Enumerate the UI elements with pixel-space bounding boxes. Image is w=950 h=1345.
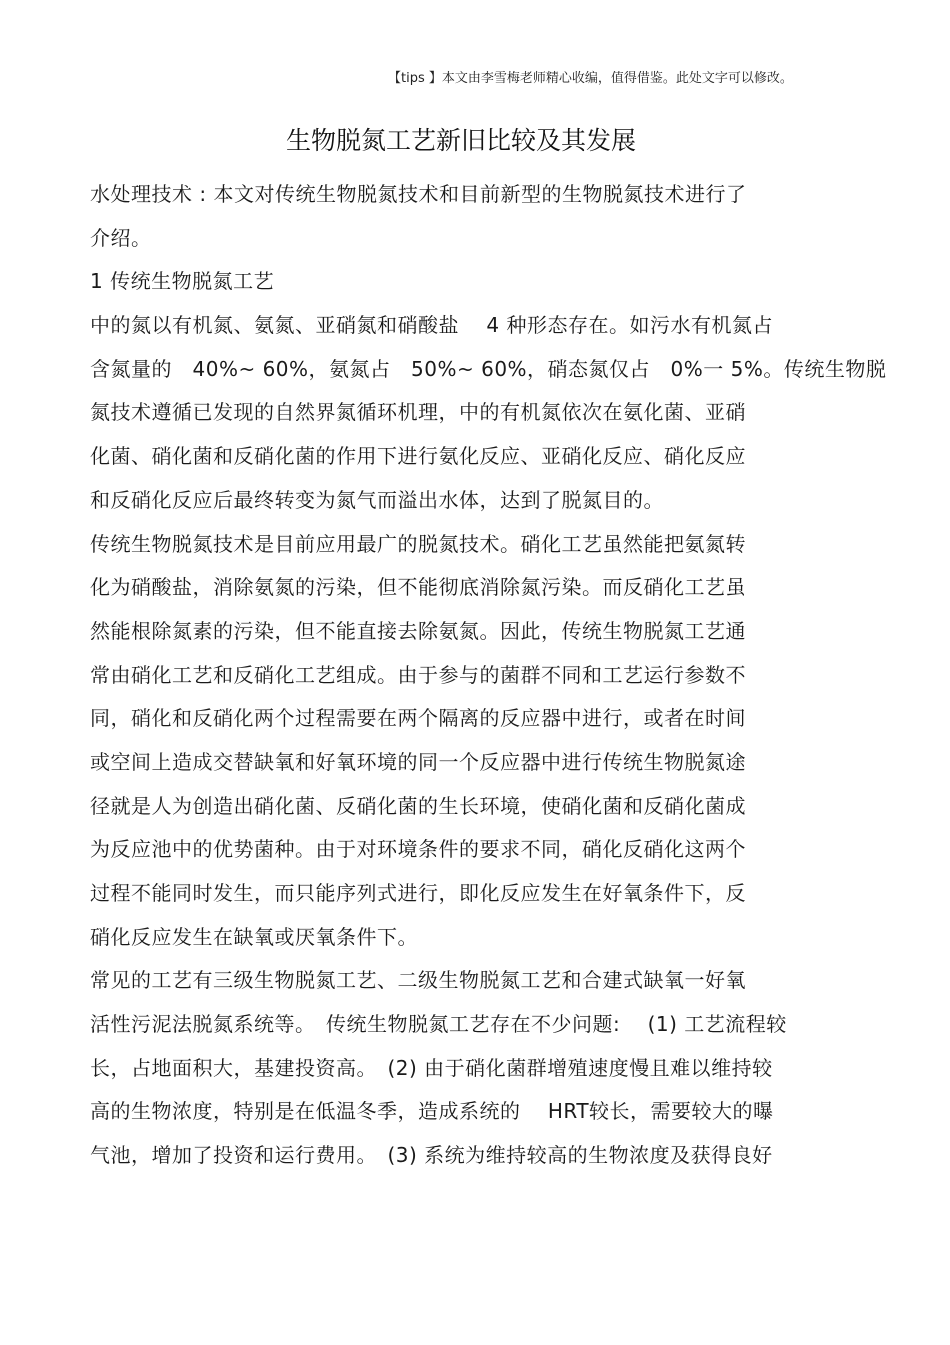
body-line: 水处理技术 : 本文对传统生物脱氮技术和目前新型的生物脱氮技术进行了: [90, 182, 747, 206]
body-line: 同，硝化和反硝化两个过程需要在两个隔离的反应器中进行，或者在时间: [90, 706, 746, 731]
body-line: 活性污泥法脱氮系统等。 传统生物脱氮工艺存在不少问题: (1) 工艺流程较: [90, 1012, 787, 1037]
body-line: 径就是人为创造出硝化菌、反硝化菌的生长环境，使硝化菌和反硝化菌成: [90, 793, 746, 818]
body-line: 过程不能同时发生，而只能序列式进行，即化反应发生在好氧条件下，反: [90, 881, 746, 905]
body-line: 含氮量的 40%~ 60%，氨氮占 50%~ 60%，硝态氮仅占 0%一 5%。传统生物脱: [90, 356, 887, 381]
body-line: 长，占地面积大，基建投资高。 (2) 由于硝化菌群增殖速度慢且难以维持较: [90, 1055, 773, 1080]
body-line: 硝化反应发生在缺氧或厌氧条件下。: [90, 924, 418, 949]
tips-banner: 【tips 】本文由李雪梅老师精心收编，值得借鉴。此处文字可以修改。: [388, 71, 793, 86]
body-line: 中的氮以有机氮、氨氮、亚硝氮和硝酸盐 4 种形态存在。如污水有机氮占: [90, 313, 773, 338]
body-line: 高的生物浓度，特别是在低温冬季，造成系统的 HRT较长，需要较大的曝: [90, 1099, 774, 1124]
body-line: 氮技术遵循已发现的自然界氮循环机理，中的有机氮依次在氨化菌、亚硝: [90, 400, 746, 425]
body-line: 介绍。: [90, 225, 152, 250]
document-title: 生物脱氮工艺新旧比较及其发展: [285, 126, 636, 155]
section-heading: 1 传统生物脱氮工艺: [90, 269, 275, 294]
body-line: 常见的工艺有三级生物脱氮工艺、二级生物脱氮工艺和合建式缺氧一好氧: [90, 968, 746, 993]
body-line: 为反应池中的优势菌种。由于对环境条件的要求不同，硝化反硝化这两个: [90, 837, 746, 862]
body-line: 或空间上造成交替缺氧和好氧环境的同一个反应器中进行传统生物脱氮途: [90, 749, 746, 774]
body-line: 传统生物脱氮技术是目前应用最广的脱氮技术。硝化工艺虽然能把氨氮转: [90, 531, 746, 556]
document-body: [90, 173, 890, 1178]
body-line: 和反硝化反应后最终转变为氮气而溢出水体，达到了脱氮目的。: [90, 487, 664, 512]
body-line: 然能根除氮素的污染，但不能直接去除氨氮。因此，传统生物脱氮工艺通: [90, 618, 746, 643]
body-line: 常由硝化工艺和反硝化工艺组成。由于参与的菌群不同和工艺运行参数不: [90, 662, 746, 687]
body-line: 气池，增加了投资和运行费用。 (3) 系统为维持较高的生物浓度及获得良好: [90, 1143, 773, 1168]
body-line: 化菌、硝化菌和反硝化菌的作用下进行氨化反应、亚硝化反应、硝化反应: [90, 444, 746, 469]
body-line: 化为硝酸盐，消除氨氮的污染，但不能彻底消除氮污染。而反硝化工艺虽: [90, 575, 746, 600]
